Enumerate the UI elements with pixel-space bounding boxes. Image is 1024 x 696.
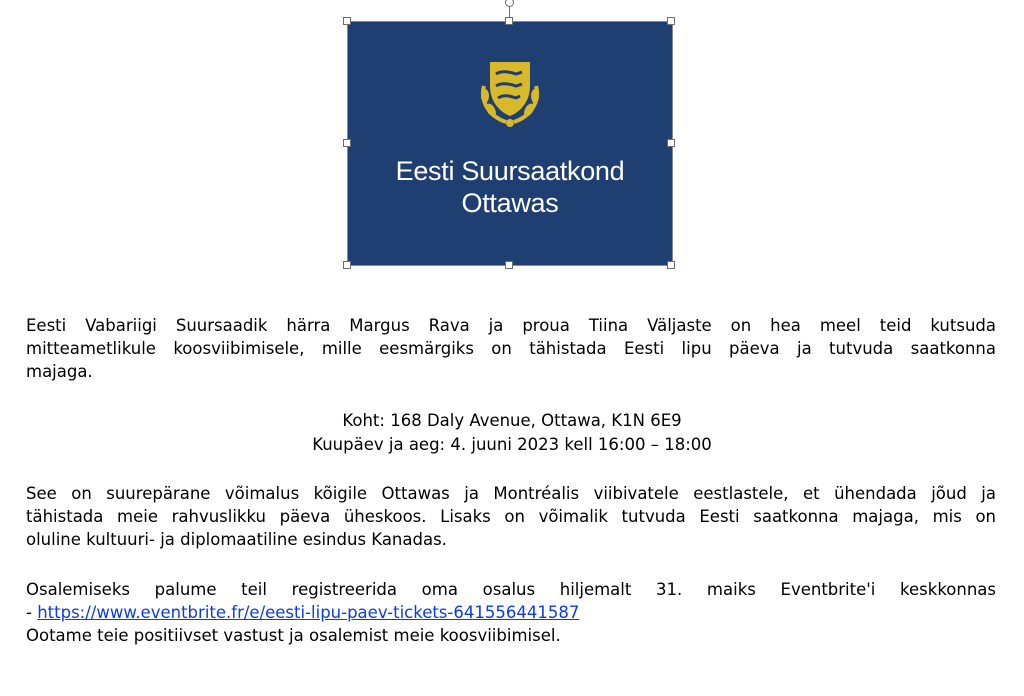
location-line (0, 409, 1024, 432)
rotate-handle[interactable] (505, 0, 514, 7)
datetime-value: 4. juuni 2023 kell 16:00 – 18:00 (450, 435, 712, 454)
eventbrite-link[interactable]: https://www.eventbrite.fr/e/eesti-lipu-paev-tickets-641556441587 (37, 603, 580, 622)
embassy-logo-image[interactable] (348, 22, 672, 265)
resize-handle-e[interactable] (667, 139, 675, 147)
text-line: mitteametlikule koosviibimisele, mille eesmärgiks on tähistada Eesti lipu päeva ja tutvuda saatkonna (26, 339, 996, 358)
resize-handle-sw[interactable] (343, 261, 351, 269)
location-value: 168 Daly Avenue, Ottawa, K1N 6E9 (390, 411, 682, 430)
closing-line: Ootame teie positiivset vastust ja osalemist meie koosviibimisel. (26, 626, 561, 645)
text-line: majaga. (26, 362, 93, 381)
resize-handle-nw[interactable] (343, 17, 351, 25)
resize-handle-n[interactable] (505, 17, 513, 25)
registration-paragraph (26, 578, 996, 647)
resize-handle-ne[interactable] (667, 17, 675, 25)
datetime-line (0, 433, 1024, 456)
text-line: tähistada meie rahvuslikku päeva üheskoos. Lisaks on võimalik tutvuda Eesti saatkonna majaga, mis on (26, 507, 996, 526)
logo-title: Eesti Suursaatkond (395, 156, 625, 186)
resize-handle-w[interactable] (343, 139, 351, 147)
dash: - (26, 603, 38, 622)
datetime-label: Kuupäev ja aeg: (312, 435, 446, 454)
text-line (26, 601, 996, 624)
text-line: See on suurepärane võimalus kõigile Ottawas ja Montréalis viibivatele eestlastele, et ühendada jõud ja (26, 484, 996, 503)
logo-background (348, 22, 672, 265)
body-paragraph (26, 482, 996, 551)
text-line: Osalemiseks palume teil registreerida oma osalus hiljemalt 31. maiks Eventbrite'i keskkonnas (26, 580, 996, 599)
location-label: Koht: (342, 411, 385, 430)
resize-handle-s[interactable] (505, 261, 513, 269)
text-line: Eesti Vabariigi Suursaadik härra Margus Rava ja proua Tiina Väljaste on hea meel teid kutsuda (26, 316, 996, 335)
resize-handle-se[interactable] (667, 261, 675, 269)
logo-subtitle: Ottawas (461, 188, 559, 218)
intro-paragraph (26, 314, 996, 383)
text-line: oluline kultuuri- ja diplomaatiline esindus Kanadas. (26, 530, 447, 549)
estonia-coat-of-arms-icon (476, 56, 544, 128)
